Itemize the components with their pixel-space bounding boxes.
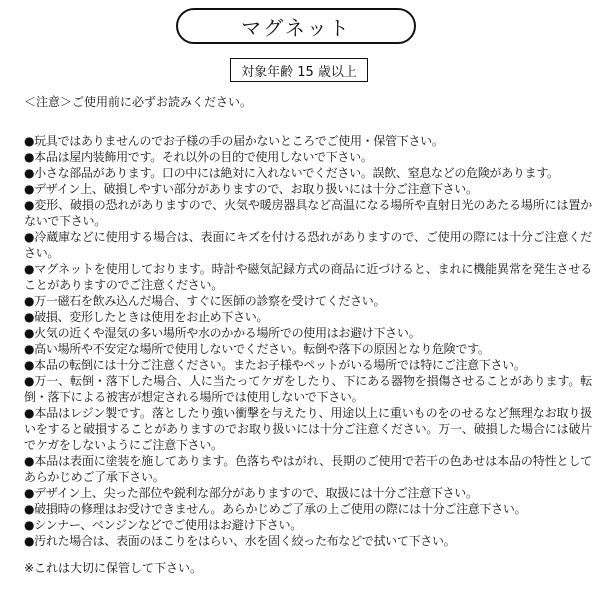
product-title: マグネット bbox=[176, 8, 416, 44]
warning-item: ●汚れた場合は、表面のほこりをはらい、水を固く絞った布などで拭いて下さい。 bbox=[24, 534, 456, 548]
warning-item: ●本品は屋内装飾用です。それ以外の目的で使用しないで下さい。 bbox=[24, 150, 373, 164]
warning-item: ●デザイン上、尖った部位や鋭利な部分がありますので、取扱には十分ご注意下さい。 bbox=[24, 486, 478, 500]
warning-item: ●火気の近くや湿気の多い場所や水のかかる場所での使用はお避け下さい。 bbox=[24, 326, 421, 340]
storage-note: ※これは大切に保管して下さい。 bbox=[24, 561, 203, 575]
warning-item: ●破損時の修理はお受けできません。あらかじめご了承の上ご使用の際には十分ご注意下さい。 bbox=[24, 502, 527, 516]
age-rating-label: 対象年齢 15 歳以上 bbox=[230, 58, 368, 82]
warning-item: ●高い場所や不安定な場所で使用しないでください。転倒や落下の原因となり危険です。 bbox=[24, 342, 490, 356]
warning-item: ●冷蔵庫などに使用する場合は、表面にキズを付ける恐れがありますので、ご使用の際には十分ご注意ください。 bbox=[24, 230, 592, 260]
warning-list bbox=[24, 133, 592, 549]
warning-item: ●小さな部品があります。口の中には絶対に入れないでください。誤飲、窒息などの危険があります。 bbox=[24, 166, 559, 180]
warning-item: ●破損、変形したときは使用をお止め下さい。 bbox=[24, 310, 269, 324]
warning-item: ●本品はレジン製です。落としたり強い衝撃を与えたり、用途以上に重いものをのせるなど無理なお取り扱いをすると破損することがありますのでお取り扱いには十分ご注意ください。万一、破損した場合には破片でケガをしないようにご注意下さい。 bbox=[24, 406, 592, 452]
warning-item: ●マグネットを使用しております。時計や磁気記録方式の商品に近づけると、まれに機能異常を発生させることがありますのでご注意ください。 bbox=[24, 262, 592, 292]
warning-item: ●万一、転倒・落下した場合、人に当たってケガをしたり、下にある器物を損傷させることがあります。転倒・落下による被害が想定される場所では使用しないで下さい。 bbox=[24, 374, 592, 404]
warning-item: ●変形、破損の恐れがありますので、火気や暖房器具など高温になる場所や直射日光のあたる場所には置かないで下さい。 bbox=[24, 198, 592, 228]
warning-item: ●本品は表面に塗装を施してあります。色落ちやはがれ、長期のご使用で若干の色あせは本品の特性としてあらかじめご了承下さい。 bbox=[24, 454, 592, 484]
warning-item: ●玩具ではありませんのでお子様の手の届かないところでご使用・保管下さい。 bbox=[24, 134, 444, 148]
warning-item: ●本品の転倒には十分ご注意ください。またお子様やペットがいる場所では特にご注意下さい。 bbox=[24, 358, 526, 372]
warning-item: ●シンナー、ベンジンなどでご使用はお避け下さい。 bbox=[24, 518, 302, 532]
warning-item: ●万一磁石を飲み込んだ場合、すぐに医師の診察を受けてください。 bbox=[24, 294, 386, 308]
notice-heading: ＜注意＞ご使用前に必ずお読みください。 bbox=[24, 95, 253, 109]
warning-item: ●デザイン上、破損しやすい部分がありますので、お取り扱いには十分ご注意下さい。 bbox=[24, 182, 478, 196]
